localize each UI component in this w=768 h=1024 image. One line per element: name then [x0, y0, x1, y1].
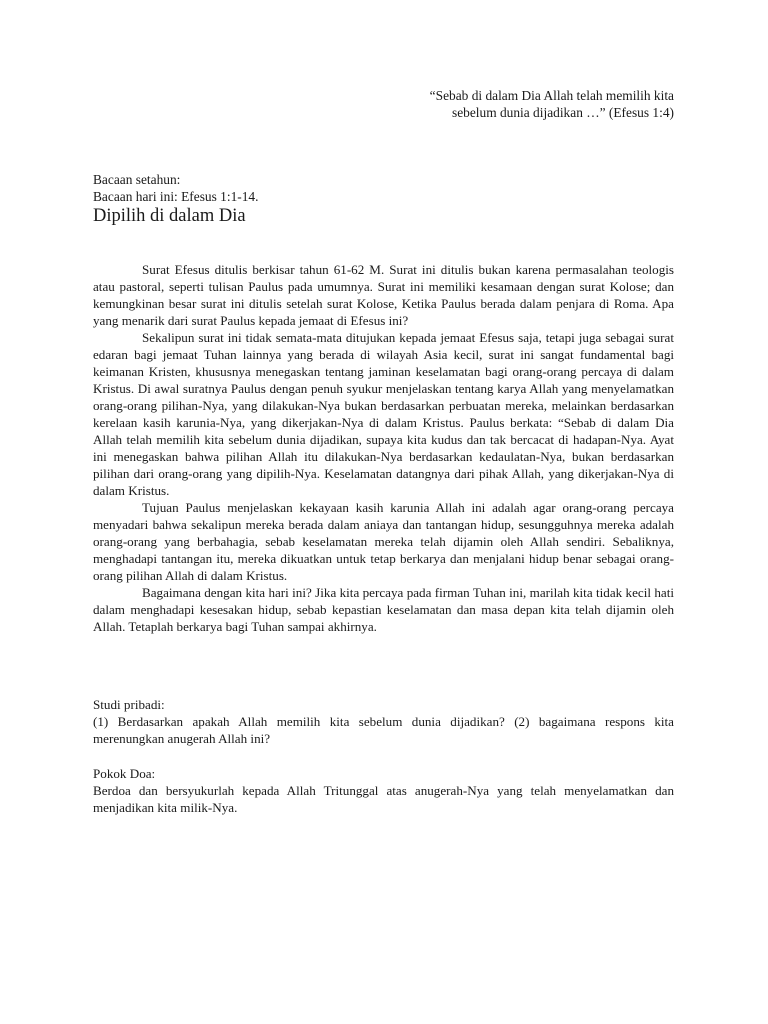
annual-reading: Bacaan setahun:	[93, 172, 181, 187]
body-paragraph-1: Surat Efesus ditulis berkisar tahun 61-62 M. Surat ini ditulis bukan karena permasalahan teologis atau pastoral, seperti tulisan Paulus pada umumnya. Surat ini memiliki kesamaan dengan surat Kolose; dan kemungkinan besar surat ini ditulis setelah surat Kolose, Ketika Paulus berada dalam penjara di Roma. Apa yang menarik dari surat Paulus kepada jemaat di Efesus ini?	[93, 262, 674, 328]
epigraph-line-2: sebelum dunia dijadikan …” (Efesus 1:4)	[451, 105, 674, 120]
prayer-text: Berdoa dan bersyukurlah kepada Allah Tritunggal atas anugerah-Nya yang telah menyelamatkan dan menjadikan kita milik-Nya.	[93, 783, 674, 815]
epigraph-quote	[374, 87, 674, 121]
page-title: Dipilih di dalam Dia	[93, 206, 246, 226]
reading-references	[93, 171, 258, 205]
personal-study-section	[93, 696, 674, 747]
body-paragraph-4: Bagaimana dengan kita hari ini? Jika kita percaya pada firman Tuhan ini, marilah kita tidak kecil hati dalam menghadapi kesesakan hidup, sebab kepastian keselamatan dan masa depan kita telah dijamin oleh Allah. Tetaplah berkarya bagi Tuhan sampai akhirnya.	[93, 585, 674, 634]
personal-study-heading: Studi pribadi:	[93, 697, 165, 712]
personal-study-questions: (1) Berdasarkan apakah Allah memilih kita sebelum dunia dijadikan? (2) bagaimana respons kita merenungkan anugerah Allah ini?	[93, 714, 674, 746]
body-paragraph-3: Tujuan Paulus menjelaskan kekayaan kasih karunia Allah ini adalah agar orang-orang percaya menyadari bahwa sekalipun mereka berada dalam aniaya dan tantangan hidup, sesungguhnya mereka adalah orang-orang yang berbahagia, sebab keselamatan mereka telah dijamin oleh Allah sendiri. Sebaliknya, menghadapi tantangan itu, mereka dikuatkan untuk tetap berkarya dan menjalani hidup benar sebagai orang-orang pilihan Allah di dalam Kristus.	[93, 500, 674, 583]
epigraph-line-1: “Sebab di dalam Dia Allah telah memilih kita	[429, 88, 674, 103]
document-page	[93, 0, 674, 1024]
prayer-section	[93, 765, 674, 816]
prayer-heading: Pokok Doa:	[93, 766, 156, 781]
today-reading: Bacaan hari ini: Efesus 1:1-14.	[93, 189, 259, 204]
body-paragraph-2: Sekalipun surat ini tidak semata-mata ditujukan kepada jemaat Efesus saja, tetapi juga sebagai surat edaran bagi jemaat Tuhan lainnya yang berada di wilayah Asia kecil, surat ini sangat fundamental bagi keimanan Kristen, khususnya menegaskan tentang jaminan keselamatan bagi orang-orang percaya di dalam Kristus. Di awal suratnya Paulus dengan penuh syukur menjelaskan tentang karya Allah yang menyelamatkan orang-orang pilihan-Nya, yang dilakukan-Nya bukan berdasarkan perbuatan mereka, melainkan berdasarkan kerelaan kasih karunia-Nya, yang dikerjakan-Nya di dalam Kristus. Paulus berkata: “Sebab di dalam Dia Allah telah memilih kita sebelum dunia dijadikan, supaya kita kudus dan tak bercacat di hadapan-Nya. Ayat ini menegaskan bahwa pilihan Allah itu dilakukan-Nya berdasarkan kedaulatan-Nya, bukan berdasarkan pilihan dari orang-orang yang dipilih-Nya. Keselamatan datangnya dari pihak Allah, yang dikerjakan-Nya di dalam Kristus.	[93, 330, 674, 498]
devotional-body	[93, 261, 674, 635]
